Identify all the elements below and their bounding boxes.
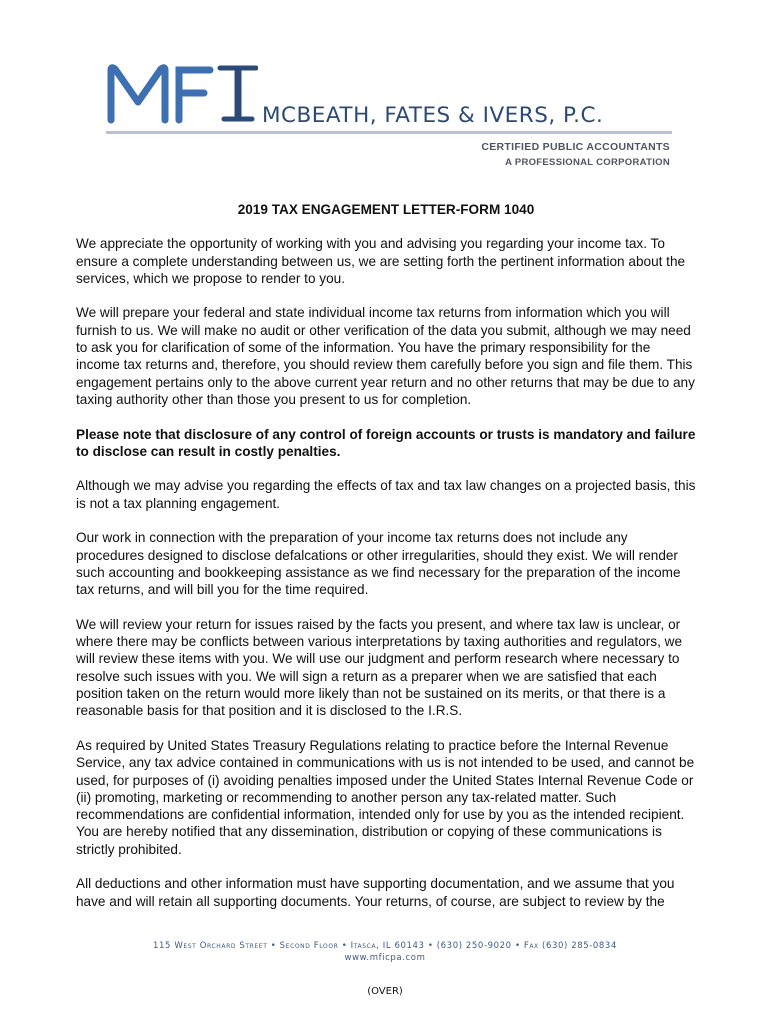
paragraph-review: We will review your return for issues raised by the facts you present, and where tax law is unclear, or where there may be conflicts between various interpretations by taxing authorities and regulators, we will review these items with you. We will use our judgment and perform research where necessary to resolve such issues with you. We will sign a return as a preparer when we are satisfied that each position taken on the return would more likely than not be sustained on its merits, or that there is a reasonable basis for that position and it is disclosed to the I.R.S. [76, 616, 683, 719]
paragraph-irregularities: Our work in connection with the preparation of your income tax returns does not include any procedures designed to disclose defalcations or other irregularities, should they exist. We will render such accounting and bookkeeping assistance as we find necessary for the preparation of the income tax returns, and will bill you for the time required. [76, 530, 681, 598]
paragraph-documentation: All deductions and other information must have supporting documentation, and we assume that you have and will retain all supporting documents. Your returns, of course, are subject to review by the [76, 876, 675, 909]
letterhead-subtitle-cpa: CERTIFIED PUBLIC ACCOUNTANTS [481, 141, 670, 153]
firm-name: MCBEATH, FATES & IVERS, P.C. [262, 103, 604, 128]
paragraph-foreign-accounts-notice: Please note that disclosure of any control of foreign accounts or trusts is mandatory and failure to disclose can result in costly penalties. [76, 426, 696, 459]
letterhead-rule [106, 131, 672, 134]
letterhead-subtitle-corporation: A PROFESSIONAL CORPORATION [505, 157, 670, 168]
paragraph-tax-planning: Although we may advise you regarding the effects of tax and tax law changes on a projected basis, this is not a tax planning engagement. [76, 478, 696, 511]
paragraph-preparation: We will prepare your federal and state individual income tax returns from information which you will furnish to us. We will make no audit or other verification of the data you submit, although we may need to ask you for clarification of some of the information. You have the primary responsibility for the income tax returns and, therefore, you should review them carefully before you sign and file them. This engagement pertains only to the above current year return and no other returns that may be due to any taxing authority other than those you present to us for completion. [76, 305, 695, 407]
footer-website: www.mficpa.com [344, 953, 426, 963]
mfi-logo [106, 62, 258, 124]
page-over-indicator: (OVER) [367, 986, 403, 997]
footer-address: 115 West Orchard Street • Second Floor • Itasca, IL 60143 • (630) 250-9020 • Fax (630) 285-0834 [153, 941, 617, 951]
letterhead [0, 0, 770, 175]
letter-body [76, 201, 696, 927]
paragraph-intro: We appreciate the opportunity of working with you and advising you regarding your income tax. To ensure a complete understanding between us, we are setting forth the pertinent information about the services, which we propose to render to you. [76, 236, 686, 286]
document-title: 2019 TAX ENGAGEMENT LETTER-FORM 1040 [237, 202, 535, 217]
paragraph-treasury-regulations: As required by United States Treasury Regulations relating to practice before the Internal Revenue Service, any tax advice contained in communications with us is not intended to be used, and cannot be used, for purposes of (i) avoiding penalties imposed under the United States Internal Revenue Code or (ii) promoting, marketing or recommending to another person any tax-related matter. Such recommendations are confidential information, intended only for use by you as the intended recipient. You are hereby notified that any dissemination, distribution or copying of these communications is strictly prohibited. [76, 737, 695, 857]
